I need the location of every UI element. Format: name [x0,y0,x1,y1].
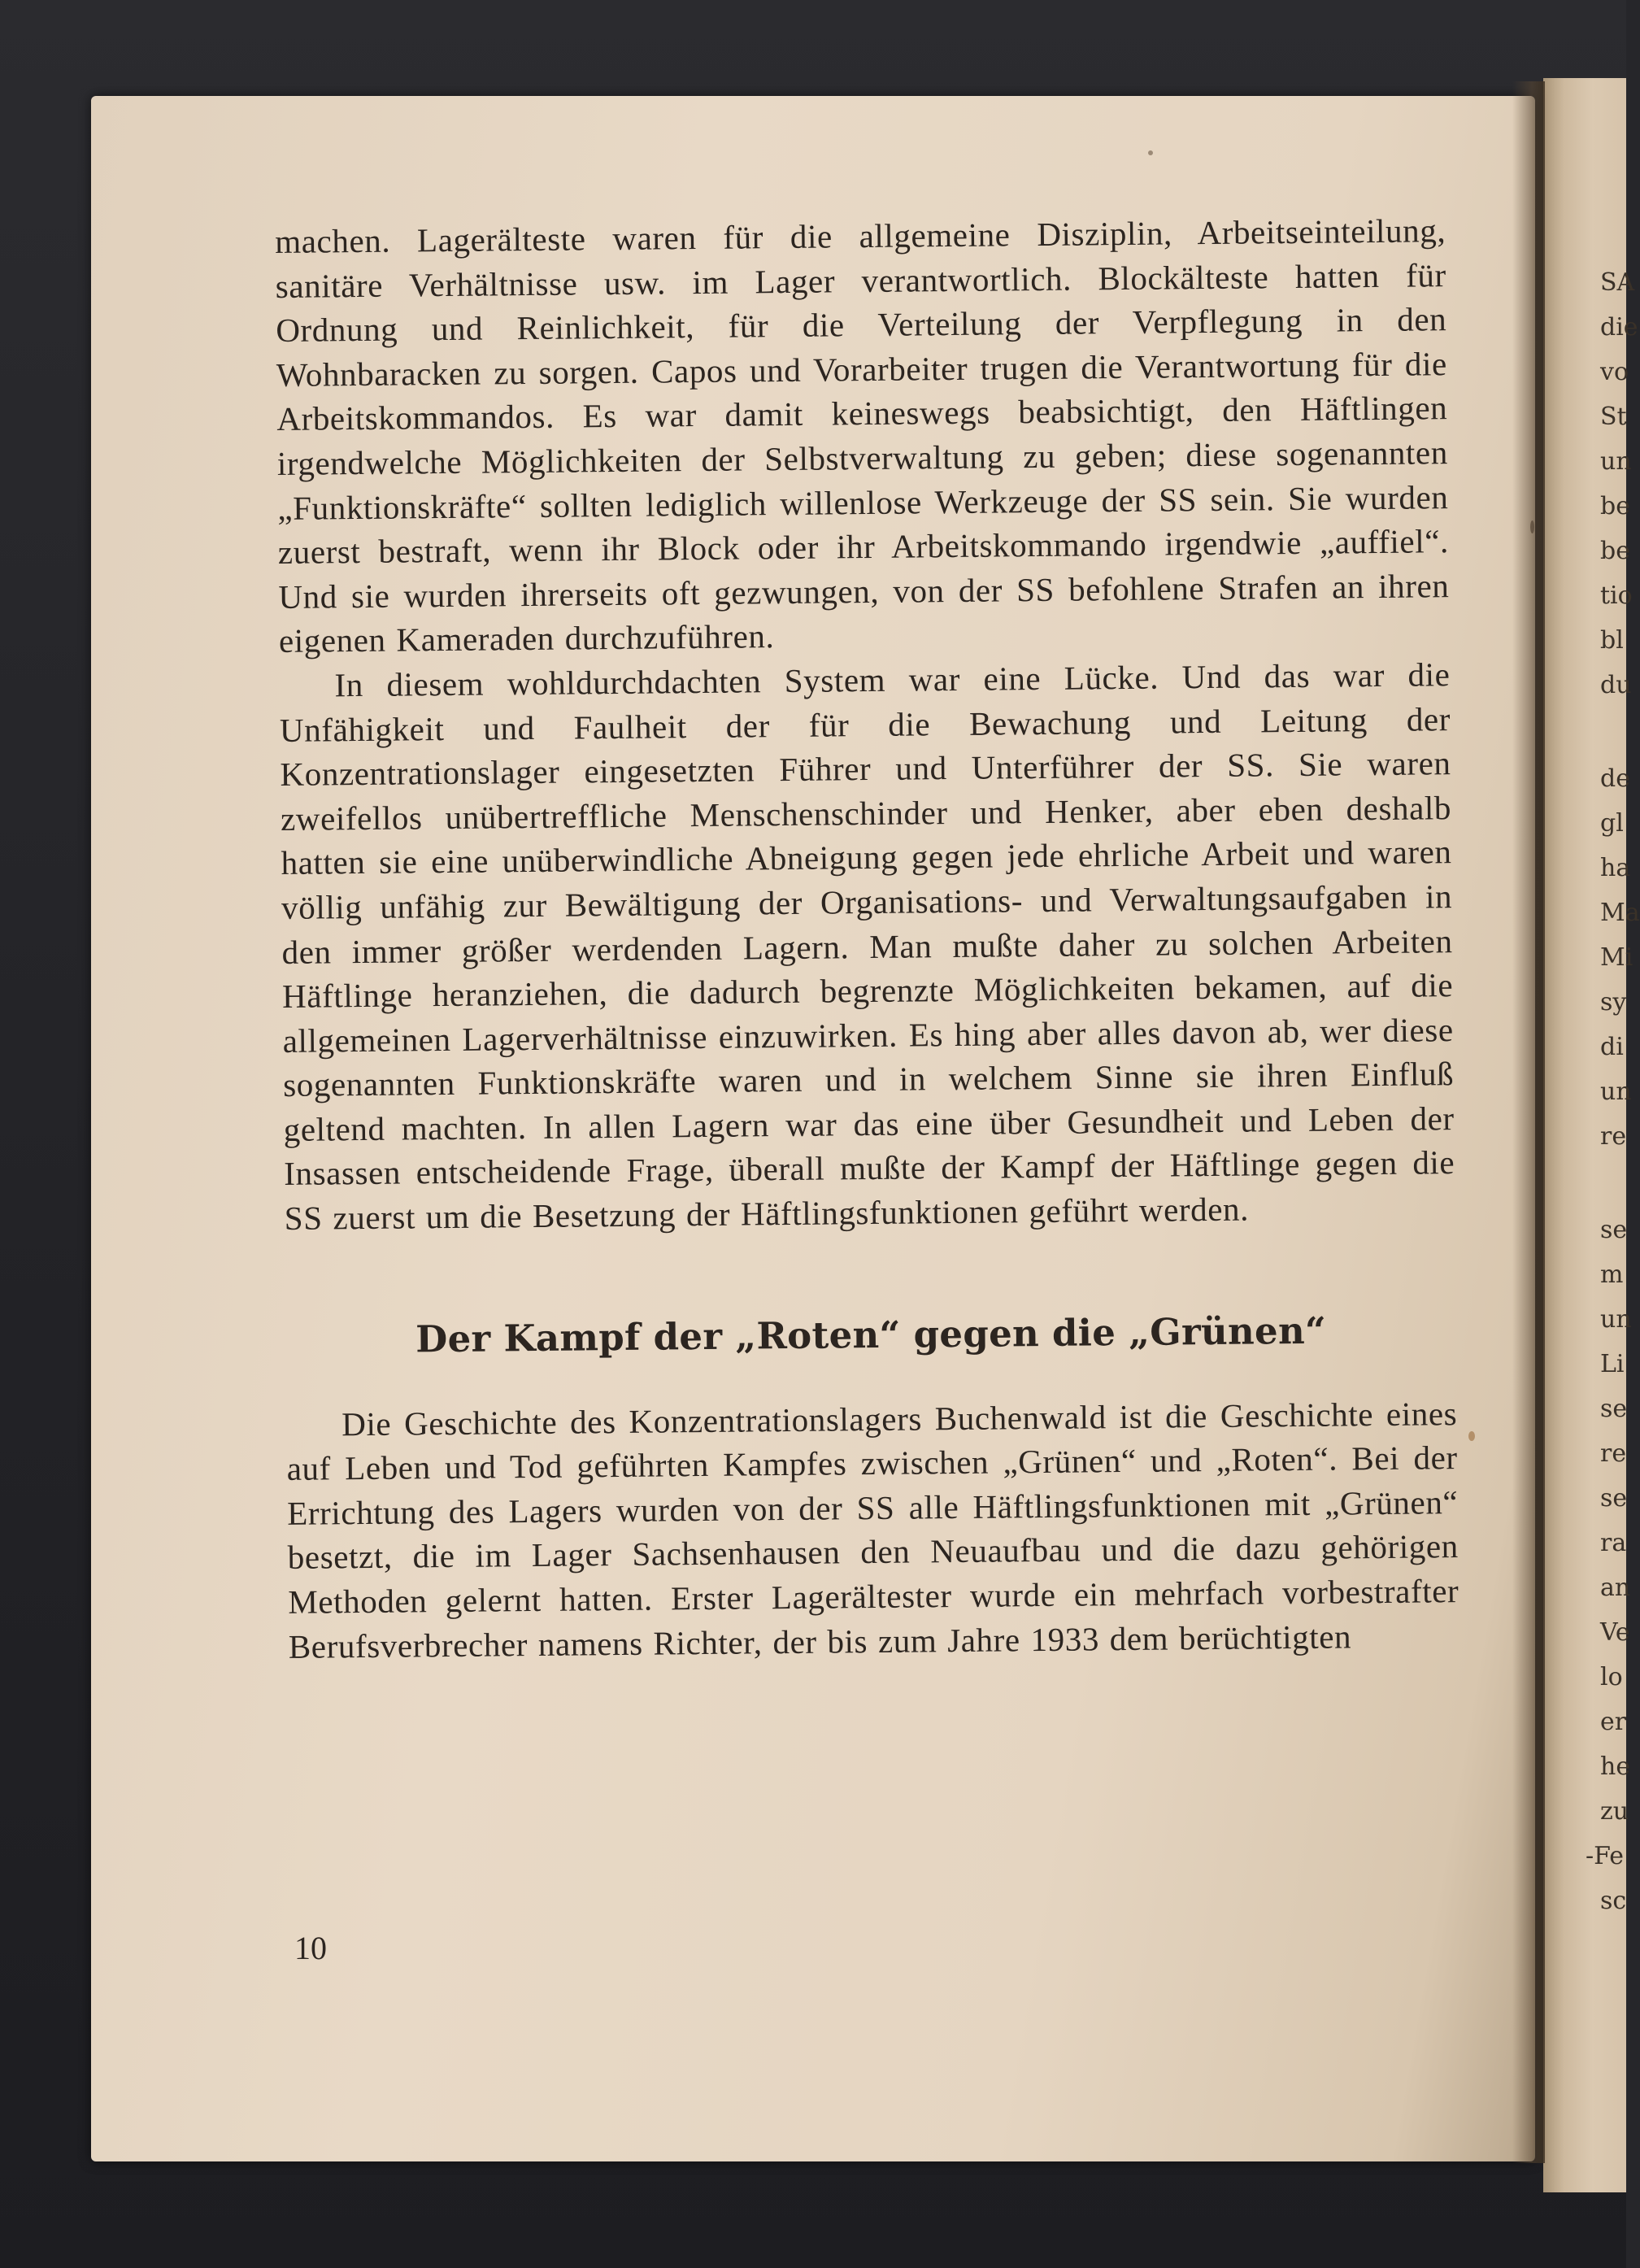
facing-page-fragment: Ma [1600,899,1640,927]
facing-page-fragment: sy [1600,988,1627,1016]
facing-page-fragment: un [1600,1077,1632,1106]
page-gutter-shadow [1512,81,1545,2163]
paragraph-3: Die Geschichte des Konzentrationslagers Buchenwald ist die Geschichte eines auf Leben und Tod geführten Kampfes zwischen „Grünen“ und „Roten“. Bei der Errichtung des Lagers wurden von der SS alle Häftlingsfunktionen mit „Grünen“ besetzt, die im Lager Sachsenhausen den Neuaufbau und die dazu gehörigen Methoden gelernt hatten. Erster Lagerältester wurde ein mehrfach vorbestrafter Berufsverbrecher namens Richter, der bis zum Jahre 1933 dem berüchtigten [286,1394,1459,1665]
facing-page-fragment: lo [1600,1663,1623,1691]
facing-page-fragment: gl [1600,809,1624,838]
facing-page-fragment: bl [1600,626,1624,655]
facing-page-fragment: be [1600,492,1630,520]
facing-page-fragment: St [1600,403,1627,431]
facing-page-fragment: se [1600,1484,1628,1513]
facing-page-fragment: Li [1600,1350,1625,1378]
paper-speck [1148,150,1153,155]
facing-page-fragment: er [1600,1708,1627,1736]
facing-page-fragment: be [1600,537,1630,565]
facing-page-fragment: SA [1600,268,1635,297]
facing-page-fragment: di [1600,1033,1624,1061]
facing-page-fragment: vo [1600,358,1629,386]
facing-page-fragment: un [1600,447,1632,476]
facing-page-fragment: re [1600,1439,1627,1468]
facing-page-fragment: Mi [1600,943,1633,972]
facing-page-fragment: m [1600,1260,1624,1289]
paragraph-2: In diesem wohldurchdachten System war eine Lücke. Und das war die Unfähigkeit und Faulheit der für die Bewachung und Leitung der Konzentrationslager eingesetzten Führer und Unterführer der SS. Sie waren zweifellos unübertreffliche Menschenschinder und Henker, aber eben deshalb hatten sie eine unüberwindliche Abneigung gegen jede ehrliche Arbeit und waren völlig unfähig zur Bewältigung der Organisations- und Verwaltungsaufgaben in den immer größer werdenden Lagern. Man mußte daher zu solchen Arbeiten Häftlinge heranziehen, die dadurch begrenzte Möglichkeiten bekamen, auf die allgemeinen Lagerverhältnisse einzuwirken. Es hing aber alles davon ab, wer diese sogenannten Funktionskräfte waren und in welchem Sinne sie ihren Einfluß geltend machten. In allen Lagern war das eine über Gesundheit und Leben der Insassen entscheidende Frage, überall mußte der Kampf der Häftlinge gegen die SS zuerst um die Besetzung der Häftlingsfunktionen geführt werden. [279,655,1455,1238]
facing-page-fragment: sc [1600,1887,1627,1915]
facing-page-fragment: re [1600,1122,1627,1151]
page-number: 10 [294,1930,327,1966]
section-heading: Der Kampf der „Roten“ gegen die „Grünen“ [415,1308,1327,1361]
page-body [275,208,1459,1669]
paragraph-1: machen. Lagerälteste waren für die allgemeine Disziplin, Arbeitseinteilung, sanitäre Verhältnisse usw. im Lager verantwortlich. Blockälteste hatten für Ordnung und Reinlichkeit, für die Verteilung der Verpflegung in den Wohnbaracken zu sorgen. Capos und Vorarbeiter trugen die Verantwortung für die Arbeitskommandos. Es war damit keineswegs beabsichtigt, den Häftlingen irgendwelche Möglichkeiten der Selbstverwaltung zu geben; diese sogenannten „Funktionskräfte“ sollten lediglich willenlose Werkzeuge der SS sein. Sie wurden zuerst bestraft, wenn ihr Block oder ihr Arbeitskommando irgendwie „auffiel“. Und sie wurden ihrerseits oft gezwungen, von der SS befohlene Strafen an ihren eigenen Kameraden durchzuführen. [275,211,1450,660]
paper-speck [1530,520,1534,533]
paper-speck [1468,1431,1475,1441]
facing-page-fragment: tio [1600,581,1633,610]
facing-page-fragment: die [1600,313,1638,342]
facing-page-fragment: de [1600,764,1630,793]
facing-page-fragment: un [1600,1305,1632,1334]
facing-page-fragment: ha [1600,854,1631,882]
facing-page-fragment: -Fe [1586,1842,1625,1870]
facing-page-fragment: zu [1600,1797,1629,1826]
facing-page-fragment: he [1600,1752,1631,1781]
facing-page-fragment: du [1600,671,1632,699]
facing-page-fragment: an [1600,1574,1631,1602]
facing-page-fragment: ra [1600,1529,1627,1557]
facing-page-fragment: se [1600,1216,1628,1244]
facing-page-fragment: se [1600,1395,1628,1423]
facing-page-fragment: Ve [1600,1618,1630,1647]
